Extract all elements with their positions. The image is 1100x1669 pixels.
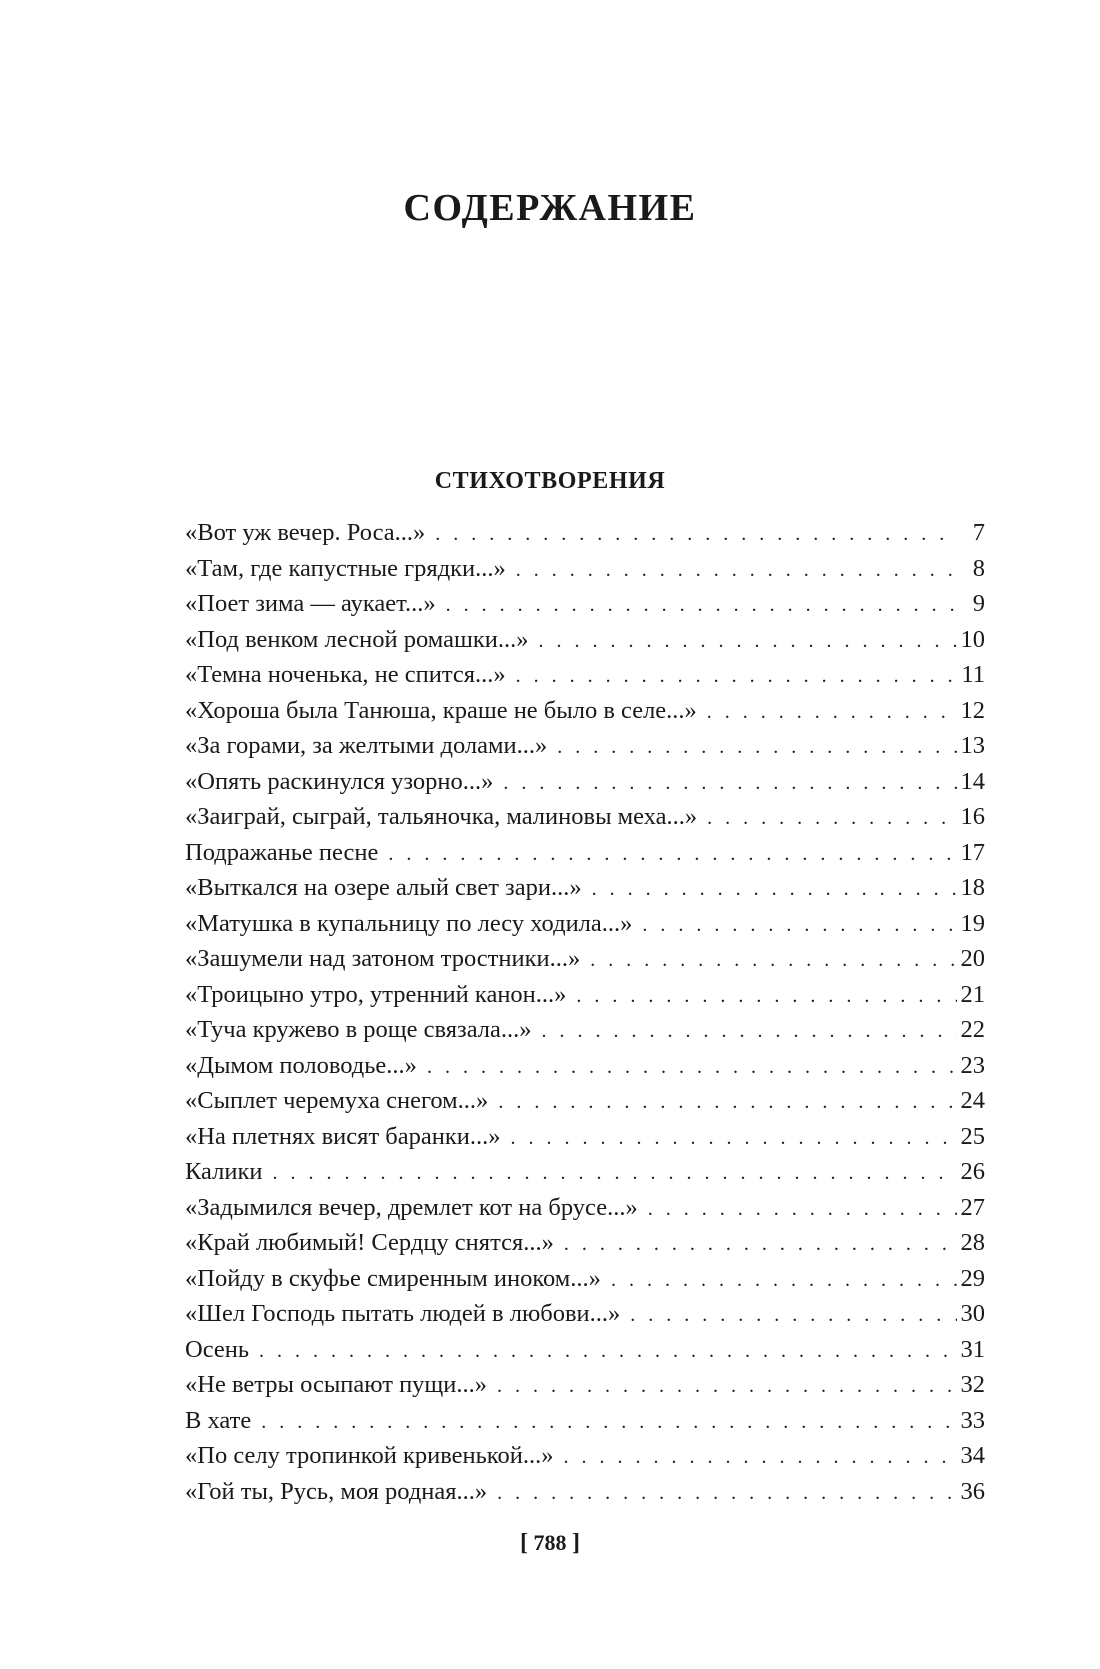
section-title: СТИХОТВОРЕНИЯ [434,468,666,494]
dot-leader [648,1192,957,1228]
toc-entry-page-number: 14 [960,767,985,795]
toc-entry-title: «Поет зима — аукает...» [185,590,436,617]
toc-entry [185,1438,985,1474]
toc-entry [185,1190,985,1226]
toc-entry [185,693,985,729]
toc-entry [185,1119,985,1155]
toc-entry-title: «Задымился вечер, дремлет кот на брусе...» [185,1193,638,1221]
dot-leader [498,1085,956,1121]
toc-entry-page-number: 34 [960,1442,985,1469]
toc-entry-title: «Выткался на озере алый свет зари...» [185,874,582,901]
folio-open-bracket: [ [520,1530,528,1556]
toc-entry-title: «Матушка в купальницу по лесу ходила...» [185,909,633,937]
toc-entry-page-number: 25 [960,1122,985,1150]
dot-leader [642,908,956,944]
dot-leader [542,1014,957,1050]
dot-leader [611,1263,957,1299]
toc-entry [185,622,985,658]
toc-entry-title: «За горами, за желтыми долами...» [185,732,548,759]
page-title: СОДЕРЖАНИЕ [403,187,697,229]
toc-entry [185,1296,985,1332]
toc-entry-title: «Шел Господь пытать людей в любови...» [185,1300,621,1327]
dot-leader [564,1227,957,1263]
toc-entry-page-number: 32 [960,1371,985,1398]
toc-entry-title: «Не ветры осыпают пущи...» [185,1371,488,1398]
dot-leader [511,1121,957,1157]
toc-entry [185,728,985,764]
dot-leader [576,979,956,1015]
dot-leader [427,1050,957,1086]
toc-entry-page-number: 29 [960,1264,985,1292]
toc-entry-page-number: 17 [960,838,985,866]
toc-entry [185,977,985,1013]
toc-entry [185,1083,985,1119]
toc-entry [185,1332,985,1368]
toc-entry [185,1403,985,1439]
toc-entry-title: «Троицыно утро, утренний канон...» [185,980,567,1008]
toc-entry-title: «Заиграй, сыграй, тальяночка, малиновы меха...» [185,803,698,830]
toc-entry [185,551,985,587]
dot-leader [563,1440,956,1476]
toc-entry-title: «Вот уж вечер. Роса...» [185,519,426,546]
toc-entry-page-number: 8 [972,554,985,582]
dot-leader [539,624,957,660]
toc-entry-page-number: 10 [960,625,985,653]
toc-entry [185,906,985,942]
dot-leader [590,943,956,979]
toc-entry-title: «Хороша была Танюша, краше не было в селе...» [185,696,697,724]
toc-entry [185,1048,985,1084]
toc-entry [185,764,985,800]
toc-entry-title: «На плетнях висят баранки...» [185,1122,501,1150]
dot-leader [707,695,957,731]
dot-leader [516,659,957,695]
dot-leader [446,588,957,624]
toc-entry [185,586,985,622]
toc-entry-title: «Там, где капустные грядки...» [185,554,506,582]
toc-entry [185,835,985,871]
toc-entry-page-number: 18 [960,874,985,901]
toc-entry-title: «Темна ноченька, не спится...» [185,661,506,688]
toc-entry-page-number: 36 [960,1477,985,1505]
toc-entry-title: «Дымом половодье...» [185,1051,417,1079]
dot-leader [259,1334,956,1370]
dot-leader [592,872,957,908]
dot-leader [503,766,956,802]
toc-entry-title: «Сыплет черемуха снегом...» [185,1087,489,1114]
dot-leader [630,1298,956,1334]
page-number [0,1530,1100,1557]
toc-entry-page-number: 22 [960,1016,985,1043]
toc-entry-page-number: 28 [960,1229,985,1256]
toc-entry [185,1261,985,1297]
dot-leader [516,553,957,589]
toc-entry-page-number: 19 [960,909,985,937]
dot-leader [388,837,956,873]
toc-entry-page-number: 24 [960,1087,985,1114]
folio-number: 788 [533,1530,567,1555]
toc-entry-title: Калики [185,1158,263,1185]
toc-entry-page-number: 20 [960,945,985,972]
toc-entry-page-number: 27 [960,1193,985,1221]
dot-leader [261,1405,956,1441]
dot-leader [435,517,957,553]
toc-entry [185,1225,985,1261]
toc-entry-page-number: 30 [960,1300,985,1327]
toc-entry-page-number: 13 [960,732,985,759]
toc-entry-title: Подражанье песне [185,838,379,866]
toc-entry-title: «Туча кружево в роще связала...» [185,1016,532,1043]
toc-entry [185,1367,985,1403]
toc-entry [185,1474,985,1510]
toc-entry-title: «По селу тропинкой кривенькой...» [185,1442,554,1469]
toc-entry [185,515,985,551]
toc-entry-title: «Край любимый! Сердцу снятся...» [185,1229,554,1256]
toc-entry-title: «Пойду в скуфье смиренным иноком...» [185,1264,601,1292]
toc-entry-page-number: 23 [960,1051,985,1079]
toc-entry-title: «Опять раскинулся узорно...» [185,767,494,795]
dot-leader [707,801,956,837]
toc-entry [185,657,985,693]
toc-entry [185,1012,985,1048]
toc-entry-page-number: 16 [960,803,985,830]
toc-entry [185,1154,985,1190]
toc-entry-page-number: 12 [960,696,985,724]
dot-leader [497,1476,956,1512]
toc-entry-title: Осень [185,1335,250,1363]
toc-entry-title: «Зашумели над затоном тростники...» [185,945,581,972]
toc-entry-page-number: 11 [961,661,985,688]
toc-entry [185,799,985,835]
toc-entry-page-number: 26 [960,1158,985,1185]
toc-entry [185,870,985,906]
toc-entry [185,941,985,977]
toc-entry-page-number: 33 [960,1406,985,1434]
toc-entry-page-number: 7 [972,519,985,546]
toc-entry-page-number: 9 [972,590,985,617]
toc-entry-page-number: 21 [960,980,985,1008]
folio-close-bracket: ] [572,1530,580,1556]
toc-entry-title: «Гой ты, Русь, моя родная...» [185,1477,488,1505]
toc-entry-page-number: 31 [960,1335,985,1363]
dot-leader [557,730,956,766]
toc-entry-title: «Под венком лесной ромашки...» [185,625,529,653]
table-of-contents [185,515,985,1509]
toc-entry-title: В хате [185,1406,252,1434]
dot-leader [497,1369,956,1405]
dot-leader [272,1156,956,1192]
